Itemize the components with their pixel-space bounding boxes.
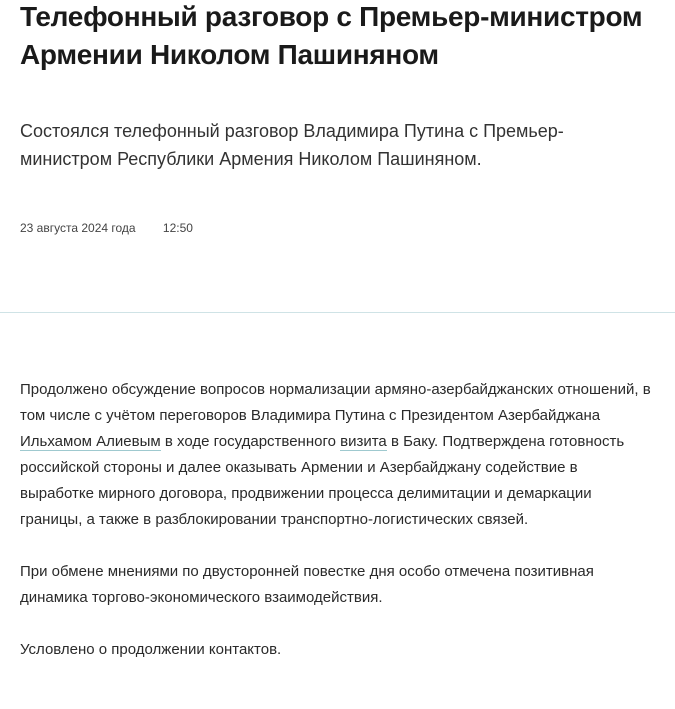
- visit-link[interactable]: визита: [340, 433, 387, 450]
- paragraph-1-text-a: Продолжено обсуждение вопросов нормализации армяно-азербайджанских отношений, в том числе с учётом переговоров Владимира Путина с Президентом Азербайджана: [20, 381, 651, 424]
- person-link-aliyev[interactable]: Ильхамом Алиевым: [20, 433, 161, 450]
- publish-time: 12:50: [162, 221, 193, 235]
- article-meta: [20, 220, 193, 236]
- paragraph-1-text-c: в Баку. Подтверждена готовность российской стороны и далее оказывать Армении и Азербайджану содействие в выработке мирного договора, продвижении процесса делимитации и демаркации границы, а также в разблокировании транспортно-логистических связей.: [20, 433, 625, 528]
- article-header: [0, 0, 675, 312]
- paragraph-1-text-b: в ходе государственного: [160, 433, 341, 450]
- page-title: Телефонный разговор с Премьер-министром Армении Николом Пашиняном: [20, 1, 643, 70]
- body-paragraph-3: Условлено о продолжении контактов.: [20, 641, 282, 658]
- body-paragraph-1: [20, 377, 655, 533]
- article-body: [20, 377, 655, 689]
- body-paragraph-2: При обмене мнениями по двусторонней повестке дня особо отмечена позитивная динамика торгово-экономического взаимодействия.: [20, 563, 594, 606]
- section-divider: [0, 312, 675, 313]
- article-lead: Состоялся телефонный разговор Владимира Путина с Премьер-министром Республики Армения Николом Пашиняном.: [20, 121, 564, 169]
- publish-date: 23 августа 2024 года: [20, 221, 136, 235]
